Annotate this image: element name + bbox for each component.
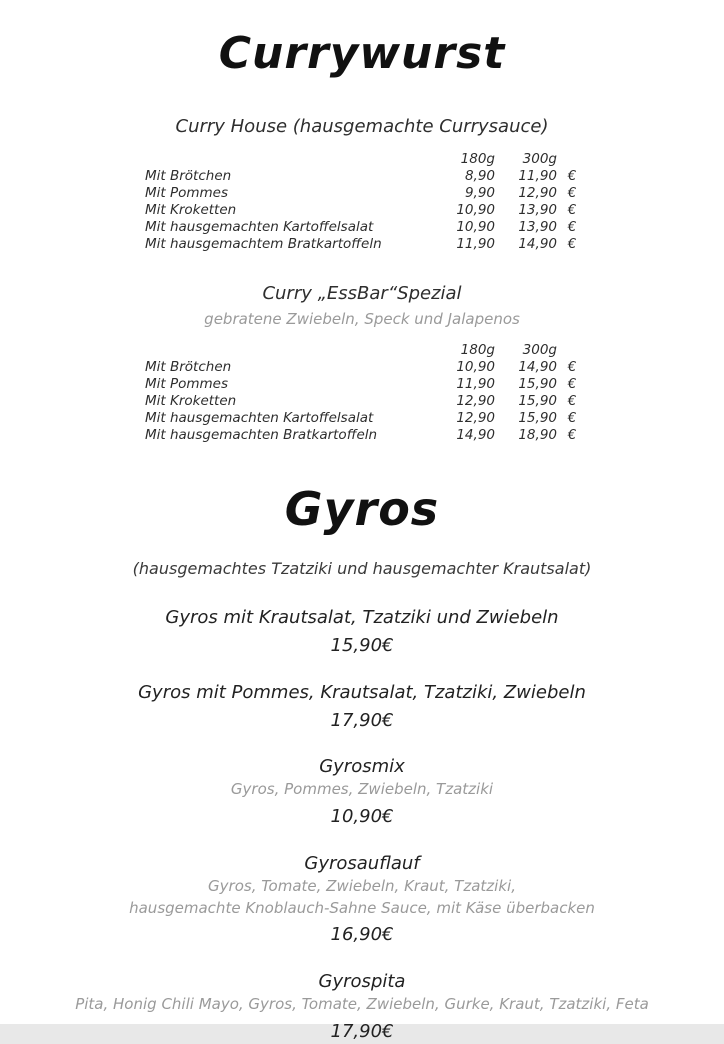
variant-name: Curry „EssBar“Spezial (262, 283, 462, 305)
currency-symbol: € (567, 168, 577, 185)
column-header-180g: 180g (460, 342, 495, 359)
item-description-line: hausgemachte Knoblauch-Sahne Sauce, mit Käse überbacken (129, 898, 595, 917)
price-row (145, 359, 587, 376)
item-name: Gyrospita (318, 970, 406, 992)
table-header (145, 342, 587, 359)
price-180: 9,90 (464, 185, 495, 202)
row-label: Mit hausgemachten Bratkartoffeln (145, 427, 378, 444)
table-header-spacer (145, 342, 437, 359)
item-description-line: Pita, Honig Chili Mayo, Gyros, Tomate, Zwiebeln, Gurke, Kraut, Tzatziki, Feta (75, 994, 649, 1013)
price-180: 14,90 (456, 427, 495, 444)
gyros-title: Gyros (284, 482, 440, 537)
price-180: 10,90 (456, 359, 495, 376)
price-180: 8,90 (464, 168, 495, 185)
price-300: 14,90 (518, 236, 557, 253)
currency-symbol: € (567, 393, 577, 410)
row-label: Mit Kroketten (145, 202, 237, 219)
column-header-180g: 180g (460, 151, 495, 168)
price-300: 14,90 (518, 359, 557, 376)
table-header-spacer (145, 151, 437, 168)
price-row (145, 236, 587, 253)
price-300: 15,90 (518, 376, 557, 393)
menu-item-gyros-krautsalat (0, 606, 724, 659)
price-300: 11,90 (518, 168, 557, 185)
price-row (145, 202, 587, 219)
price-180: 10,90 (456, 202, 495, 219)
price-180: 11,90 (456, 376, 495, 393)
price-300: 15,90 (518, 410, 557, 427)
price-300: 13,90 (518, 219, 557, 236)
row-label: Mit hausgemachten Kartoffelsalat (145, 219, 374, 236)
price-180: 12,90 (456, 410, 495, 427)
price-180: 12,90 (456, 393, 495, 410)
price-300: 18,90 (518, 427, 557, 444)
table-header (145, 151, 587, 168)
row-label: Mit hausgemachten Kartoffelsalat (145, 410, 374, 427)
variant-essbar-spezial (0, 283, 724, 444)
currency-symbol: € (567, 427, 577, 444)
menu-item-gyrosauflauf (0, 852, 724, 948)
price-300: 13,90 (518, 202, 557, 219)
currywurst-title: Currywurst (218, 28, 506, 79)
price-180: 11,90 (456, 236, 495, 253)
row-label: Mit Pommes (145, 185, 229, 202)
row-label: Mit Brötchen (145, 168, 232, 185)
currency-symbol: € (567, 236, 577, 253)
price-300: 15,90 (518, 393, 557, 410)
currency-symbol: € (567, 376, 577, 393)
item-name: Gyros mit Pommes, Krautsalat, Tzatziki, Zwiebeln (138, 681, 586, 703)
item-price: 10,90€ (330, 806, 394, 828)
variant-description: gebratene Zwiebeln, Speck und Jalapenos (204, 310, 520, 329)
column-header-300g: 300g (522, 342, 557, 359)
column-header-300g: 300g (522, 151, 557, 168)
table-header-spacer (557, 151, 587, 168)
price-table (145, 151, 587, 253)
item-price: 15,90€ (330, 635, 394, 657)
price-row (145, 410, 587, 427)
price-table (145, 342, 587, 444)
price-row (145, 168, 587, 185)
table-header-spacer (557, 342, 587, 359)
row-label: Mit Kroketten (145, 393, 237, 410)
currency-symbol: € (567, 219, 577, 236)
currency-symbol: € (567, 359, 577, 376)
item-name: Gyrosmix (319, 756, 405, 778)
price-row (145, 185, 587, 202)
currency-symbol: € (567, 410, 577, 427)
row-label: Mit Pommes (145, 376, 229, 393)
item-name: Gyros mit Krautsalat, Tzatziki und Zwiebeln (165, 606, 559, 628)
currency-symbol: € (567, 185, 577, 202)
price-180: 10,90 (456, 219, 495, 236)
item-price: 17,90€ (330, 1020, 394, 1042)
row-label: Mit Brötchen (145, 359, 232, 376)
currency-symbol: € (567, 202, 577, 219)
price-row (145, 393, 587, 410)
price-row (145, 376, 587, 393)
price-row (145, 427, 587, 444)
variant-curry-house (0, 116, 724, 253)
price-300: 12,90 (518, 185, 557, 202)
menu-item-gyrosmix (0, 755, 724, 829)
row-label: Mit hausgemachtem Bratkartoffeln (145, 236, 382, 253)
variant-name: Curry House (hausgemachte Currysauce) (175, 116, 549, 138)
currywurst-section (0, 0, 724, 444)
menu-item-gyrospita (0, 970, 724, 1044)
item-price: 16,90€ (330, 924, 394, 946)
menu-item-gyros-pommes (0, 681, 724, 734)
item-price: 17,90€ (330, 709, 394, 731)
item-name: Gyrosauflauf (304, 852, 420, 874)
gyros-section (0, 484, 724, 1044)
price-row (145, 219, 587, 236)
gyros-subtitle: (hausgemachtes Tzatziki und hausgemachter Krautsalat) (132, 558, 592, 578)
item-description-line: Gyros, Pommes, Zwiebeln, Tzatziki (230, 780, 494, 799)
item-description-line: Gyros, Tomate, Zwiebeln, Kraut, Tzatziki, (208, 876, 516, 895)
